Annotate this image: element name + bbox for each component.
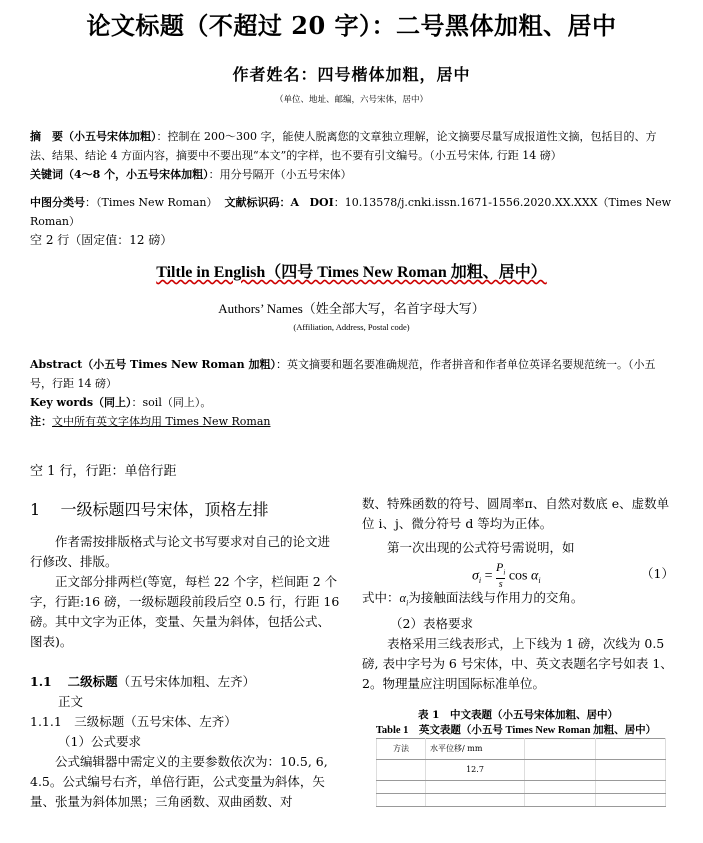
formula-numerator-sub: i [503, 568, 506, 577]
formula-numerator: P [496, 560, 504, 574]
right-column [362, 494, 674, 807]
table-cell [426, 780, 525, 793]
formula-fraction [496, 562, 505, 590]
clc-label: 中图分类号 [30, 196, 85, 209]
spacing-note-2: 空 1 行，行距：单倍行距 [30, 464, 177, 479]
heading-level-2 [30, 672, 340, 692]
heading-level-1 [30, 500, 340, 520]
affiliation-line: （单位、地址、邮编，六号宋体，居中） [274, 95, 428, 105]
heading-2-bold: 二级标题 [67, 674, 118, 689]
right-paragraph-2: 第一次出现的公式符号需说明，如 [387, 540, 575, 555]
sample-table [376, 738, 666, 807]
table-en-title: Table 1 英文表题（小五号 Times New Roman 加粗、居中） [375, 724, 657, 736]
formula-alpha-sub: i [538, 576, 541, 586]
alpha-symbol: α [399, 591, 407, 605]
formula-number: （1） [641, 566, 674, 581]
english-abstract [30, 355, 675, 431]
where-label: 式中： [362, 590, 400, 605]
table-value: 12.7 [426, 759, 525, 780]
table-cell [525, 738, 596, 759]
table-cell [595, 780, 666, 793]
english-title-text: Tiltle in English（四号 Times New Roman 加粗、居中） [156, 264, 547, 281]
doi-text: ：10.13578/j.cnki.issn.1671-1556.2020.XX.XXX（Times New Roman） [30, 196, 672, 228]
keywords-label: 关键词（4～8 个，小五号宋体加粗） [30, 168, 209, 181]
right-paragraph-1: 数、特殊函数的符号、圆周率π、自然对数底 e、虚数单位 i、j、微分符号 d 等均为正体。 [362, 496, 670, 531]
heading-2-rest: （五号宋体加粗、左齐） [117, 674, 256, 689]
formula-cos: cos [508, 568, 528, 584]
abstract-text: ：控制在 200～300 字，能使人脱离您的文章独立理解，论文摘要尽量写成报道性文摘，包括目的、方法、结果、结论 4 方面内容，摘要中不要出现“本文”的字样，也不要有引文编号。（小五号宋体, 行距 14 磅） [30, 130, 657, 162]
formula-alpha: α [531, 568, 539, 584]
table-cell [525, 780, 596, 793]
right-paragraph-4: 表格采用三线表形式，上下线为 1 磅，次线为 0.5 磅, 表中字号为 6 号宋体，中、英文表题名字号如表 1、2。物理量应注明国际标准单位。 [362, 635, 673, 691]
english-abstract-label: Abstract（小五号 Times New Roman 加粗） [30, 358, 276, 371]
doc-code-label: 文献标识码 [224, 196, 280, 209]
table-cell [525, 759, 596, 780]
table-cell [426, 793, 525, 806]
body-paragraph-2: 正文部分排两栏(等宽，每栏 22 个字，栏间距 2 个字，行距:16 磅，一级标题段前段后空 0.5 行，行距 16 磅。其中文字为正体，变量、矢量为斜体，包括公式、图表)。 [30, 574, 340, 649]
table-cell [377, 780, 426, 793]
formula: $\sigma_i$ = $P_i$ s $\cos \alpha_i$ [472, 560, 541, 591]
heading-1-text: 一级标题四号宋体，顶格左排 [60, 500, 269, 519]
english-title [0, 259, 703, 282]
doc-code-text: ：A [279, 196, 300, 209]
body-label: 正文 [58, 694, 84, 709]
table-cell [525, 793, 596, 806]
english-affiliation: (Affiliation, Address, Postal code) [293, 322, 410, 332]
spacing-note-1: 空 2 行（固定值：12 磅） [30, 233, 173, 247]
formula-denominator: s [498, 579, 503, 591]
table-row [377, 759, 666, 780]
formula-lhs: σ [472, 568, 479, 584]
english-authors: Authors’ Names（姓全部大写，名首字母大写） [218, 301, 485, 316]
classification-line [30, 193, 675, 231]
table-row [377, 780, 666, 793]
paper-title: 论文标题（不超过 20 字）：二号黑体加粗、居中 [86, 11, 617, 40]
table-cn-title: 表 1 中文表题（小五号宋体加粗、居中） [418, 708, 618, 721]
heading-level-3: 1.1.1 三级标题（五号宋体、左齐） [30, 714, 237, 729]
table-row [377, 793, 666, 806]
right-paragraph-3 [362, 588, 674, 614]
body-paragraph-1: 作者需按排版格式与论文书写要求对自己的论文进行修改、排版。 [30, 534, 331, 569]
chinese-abstract [30, 127, 675, 184]
alpha-description: 为接触面法线与作用力的交角。 [408, 590, 584, 605]
formula-lhs-sub: i [478, 576, 482, 586]
alpha-sub: i [406, 598, 409, 608]
clc-text: ：（Times New Roman） [85, 196, 218, 209]
table-cell [595, 738, 666, 759]
formula-row [362, 558, 674, 591]
keywords-text: ：用分号隔开（小五号宋体） [208, 168, 352, 181]
author-line: 作者姓名：四号楷体加粗，居中 [232, 65, 471, 84]
table-header-displacement: 水平位移/ mm [426, 738, 525, 759]
english-keywords-label: Key words（同上） [30, 396, 132, 409]
table-header-method: 方法 [377, 738, 426, 759]
heading-level-4: （1）公式要求 [58, 734, 141, 749]
english-abstract-text: ：英文摘要和题名要准确规范，作者拼音和作者单位英译名要规范统一。（小五号，行距 14 磅） [30, 358, 656, 390]
table-cell [377, 759, 426, 780]
table-cell [595, 759, 666, 780]
table-requirement-heading: （2）表格要求 [390, 615, 473, 631]
heading-2-number: 1.1 [30, 674, 52, 689]
table-cell [595, 793, 666, 806]
note-label: 注： [30, 415, 52, 428]
heading-1-number: 1 [30, 500, 41, 519]
english-keywords-text: ：soil（同上）。 [131, 396, 212, 409]
table-row [377, 738, 666, 759]
doi-label: DOI [309, 196, 334, 209]
body-paragraph-3: 公式编辑器中需定义的主要参数依次为：10.5, 6, 4.5。公式编号右齐，单倍行距，公式变量为斜体，矢量、张量为斜体加黑；三角函数、双曲函数、对 [30, 754, 328, 809]
left-column [30, 500, 340, 812]
abstract-label: 摘 要（小五号宋体加粗） [30, 130, 157, 143]
table-cell [377, 793, 426, 806]
note-text: 文中所有英文字体均用 Times New Roman [52, 415, 271, 428]
